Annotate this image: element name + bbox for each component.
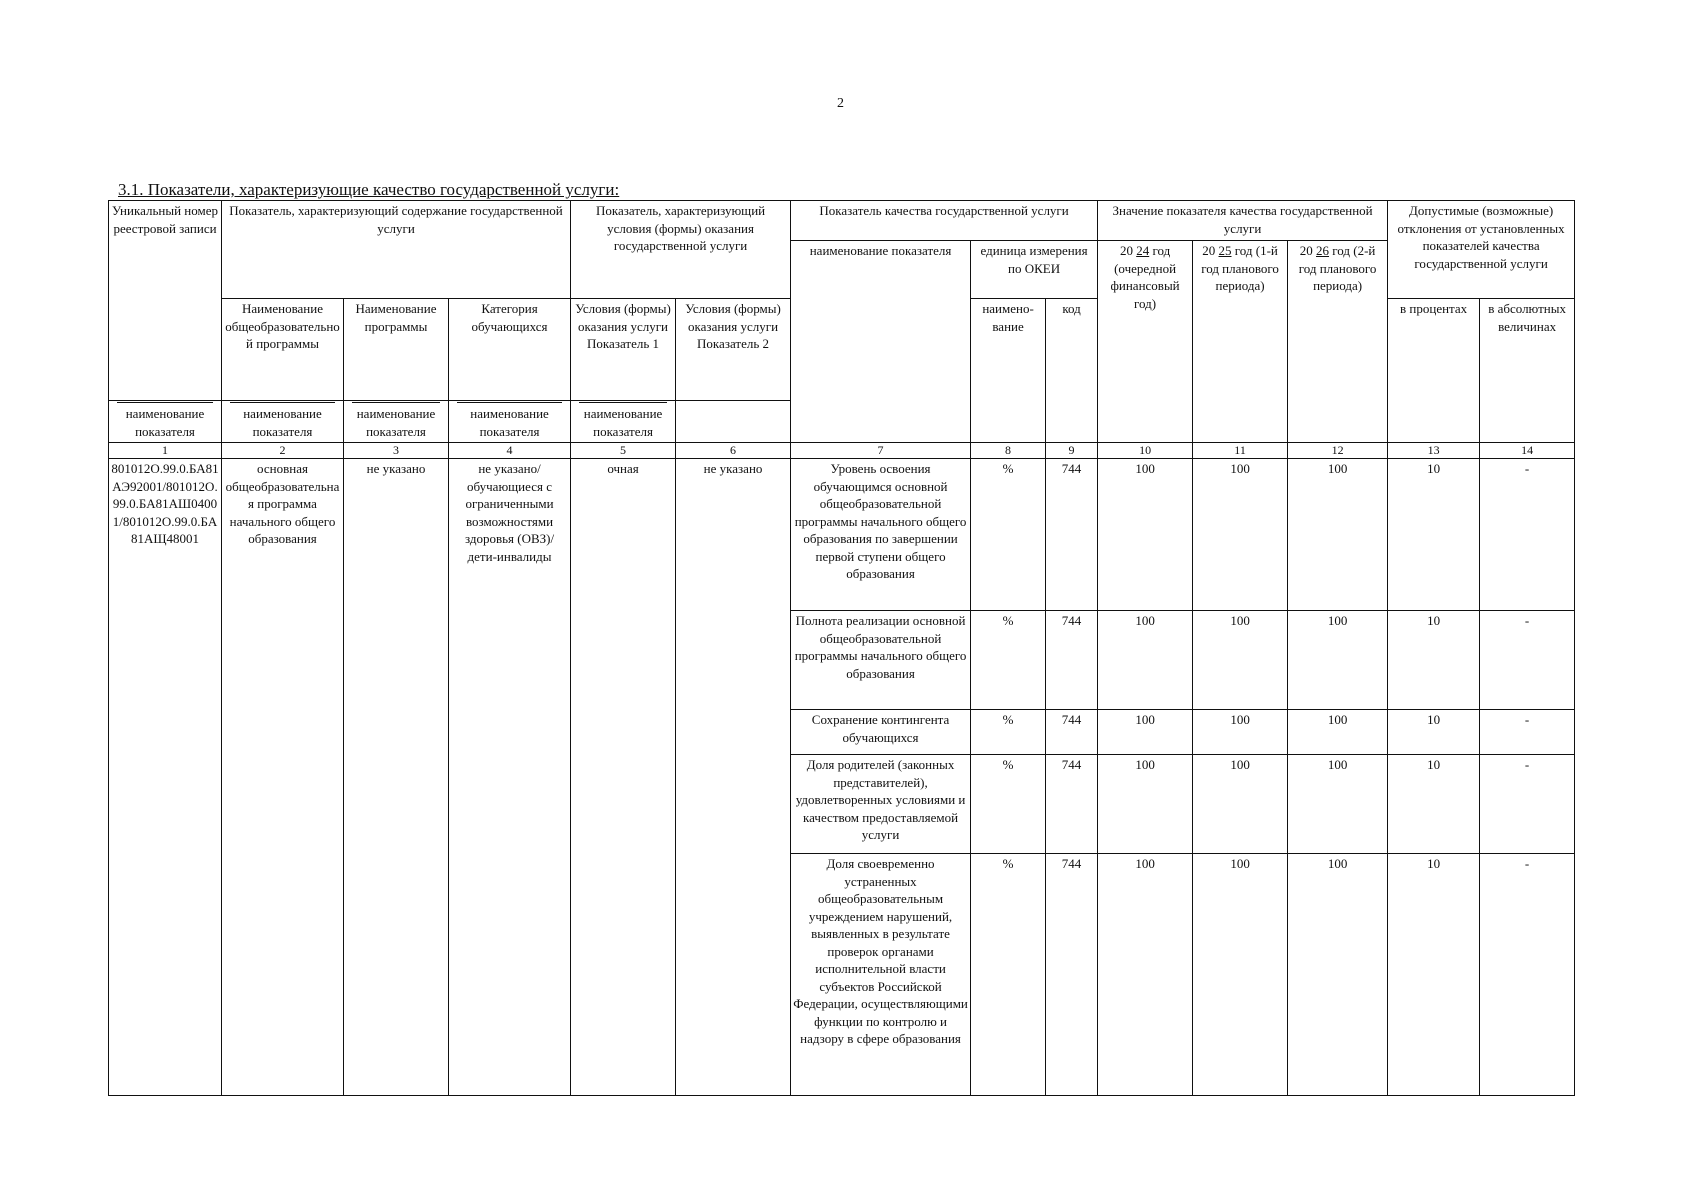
category-cell: не указано/ обучающиеся с ограниченными возможностями здоровья (ОВЗ)/дети-инвалиды — [449, 459, 571, 1096]
indicator-code: 744 — [1046, 854, 1098, 1096]
indicator-year-3: 100 — [1288, 755, 1388, 854]
header-unique-number: Уникальный номер реестровой записи — [109, 201, 222, 401]
indicator-absolute: - — [1480, 710, 1575, 755]
indicator-name: Доля своевременно устраненных общеобразовательным учреждением нарушений, выявленных в результате проверок органами исполнительной власти субъектов Российской Федерации, осуществляющими функции по контролю и надзору в сфере образования — [791, 854, 971, 1096]
indicator-year-1: 100 — [1098, 459, 1193, 611]
column-number: 7 — [791, 443, 971, 459]
indicator-year-2: 100 — [1193, 611, 1288, 710]
header-in-percent: в процентах — [1388, 299, 1480, 443]
header-in-absolute: в абсолютных величинах — [1480, 299, 1575, 443]
indicator-year-2: 100 — [1193, 854, 1288, 1096]
column-number: 10 — [1098, 443, 1193, 459]
condition-1-cell: очная — [571, 459, 676, 1096]
header-deviations: Допустимые (возможные) отклонения от установленных показателей качества государственной услуги — [1388, 201, 1575, 299]
header-program-edu-subname: наименование показателя — [109, 401, 222, 443]
header-unit-code: код — [1046, 299, 1098, 443]
indicator-percent: 10 — [1388, 710, 1480, 755]
indicator-percent: 10 — [1388, 459, 1480, 611]
header-year-3: 20 26 год (2-й год планового периода) — [1288, 241, 1388, 443]
column-number: 3 — [344, 443, 449, 459]
header-program-subname: наименование показателя — [222, 401, 344, 443]
indicator-year-3: 100 — [1288, 459, 1388, 611]
indicator-code: 744 — [1046, 755, 1098, 854]
header-program-name: Наименование программы — [344, 299, 449, 401]
page-number: 2 — [837, 96, 844, 111]
column-number: 9 — [1046, 443, 1098, 459]
section-title: 3.1. Показатели, характеризующие качество государственной услуги: — [118, 180, 620, 199]
indicator-year-2: 100 — [1193, 710, 1288, 755]
indicator-unit: % — [971, 611, 1046, 710]
indicator-year-2: 100 — [1193, 459, 1288, 611]
column-number: 14 — [1480, 443, 1575, 459]
program-cell: основная общеобразовательная программа начального общего образования — [222, 459, 344, 1096]
indicator-year-3: 100 — [1288, 854, 1388, 1096]
indicator-code: 744 — [1046, 710, 1098, 755]
indicator-year-2: 100 — [1193, 755, 1288, 854]
header-year-1: 20 24 год (очередной финансовый год) — [1098, 241, 1193, 443]
header-year-2: 20 25 год (1-й год планового периода) — [1193, 241, 1288, 443]
indicator-year-1: 100 — [1098, 611, 1193, 710]
indicator-unit: % — [971, 459, 1046, 611]
header-content-indicator: Показатель, характеризующий содержание государственной услуги — [222, 201, 571, 299]
header-condition-2: Условия (формы) оказания услуги Показатель 2 — [676, 299, 791, 401]
indicator-name: Доля родителей (законных представителей), удовлетворенных условиями и качеством предоставляемой услуги — [791, 755, 971, 854]
indicator-year-3: 100 — [1288, 611, 1388, 710]
indicator-name: Сохранение контингента обучающихся — [791, 710, 971, 755]
header-quality-value: Значение показателя качества государственной услуги — [1098, 201, 1388, 241]
indicator-year-1: 100 — [1098, 854, 1193, 1096]
header-condition-1: Условия (формы) оказания услуги Показатель 1 — [571, 299, 676, 401]
indicator-year-1: 100 — [1098, 755, 1193, 854]
indicator-unit: % — [971, 710, 1046, 755]
indicator-year-1: 100 — [1098, 710, 1193, 755]
header-condition-1-subname: наименование показателя — [449, 401, 571, 443]
header-student-category: Категория обучающихся — [449, 299, 571, 401]
indicator-name: Полнота реализации основной общеобразовательной программы начального общего образования — [791, 611, 971, 710]
indicator-year-3: 100 — [1288, 710, 1388, 755]
quality-indicators-table — [108, 200, 1575, 1096]
header-unit-name: наимено-вание — [971, 299, 1046, 443]
column-number: 8 — [971, 443, 1046, 459]
column-number: 6 — [676, 443, 791, 459]
indicator-unit: % — [971, 854, 1046, 1096]
header-unit-okei: единица измерения по ОКЕИ — [971, 241, 1098, 299]
indicator-code: 744 — [1046, 459, 1098, 611]
indicator-percent: 10 — [1388, 611, 1480, 710]
indicator-name: Уровень освоения обучающимся основной общеобразовательной программы начального общего образования по завершении первой ступени общего образования — [791, 459, 971, 611]
header-category-subname: наименование показателя — [344, 401, 449, 443]
indicator-code: 744 — [1046, 611, 1098, 710]
header-condition-2-subname: наименование показателя — [571, 401, 676, 443]
indicator-absolute: - — [1480, 854, 1575, 1096]
header-indicator-name: наименование показателя — [791, 241, 971, 443]
header-program-name-edu: Наименование общеобразовательной программы — [222, 299, 344, 401]
column-number: 1 — [109, 443, 222, 459]
indicator-percent: 10 — [1388, 755, 1480, 854]
table-row — [109, 459, 1575, 611]
header-conditions-indicator: Показатель, характеризующий условия (формы) оказания государственной услуги — [571, 201, 791, 299]
condition-2-cell: не указано — [676, 459, 791, 1096]
indicator-absolute: - — [1480, 611, 1575, 710]
indicator-percent: 10 — [1388, 854, 1480, 1096]
indicator-unit: % — [971, 755, 1046, 854]
header-quality-indicator: Показатель качества государственной услуги — [791, 201, 1098, 241]
column-number: 13 — [1388, 443, 1480, 459]
column-number: 2 — [222, 443, 344, 459]
column-number: 12 — [1288, 443, 1388, 459]
registry-number: 801012О.99.0.БА81АЭ92001/801012О.99.0.БА81АШ04001/801012О.99.0.БА81АЩ48001 — [109, 459, 222, 1096]
program-name-cell: не указано — [344, 459, 449, 1096]
column-number: 11 — [1193, 443, 1288, 459]
column-number: 4 — [449, 443, 571, 459]
column-number: 5 — [571, 443, 676, 459]
column-numbers-row — [109, 443, 1575, 459]
indicator-absolute: - — [1480, 459, 1575, 611]
indicator-absolute: - — [1480, 755, 1575, 854]
